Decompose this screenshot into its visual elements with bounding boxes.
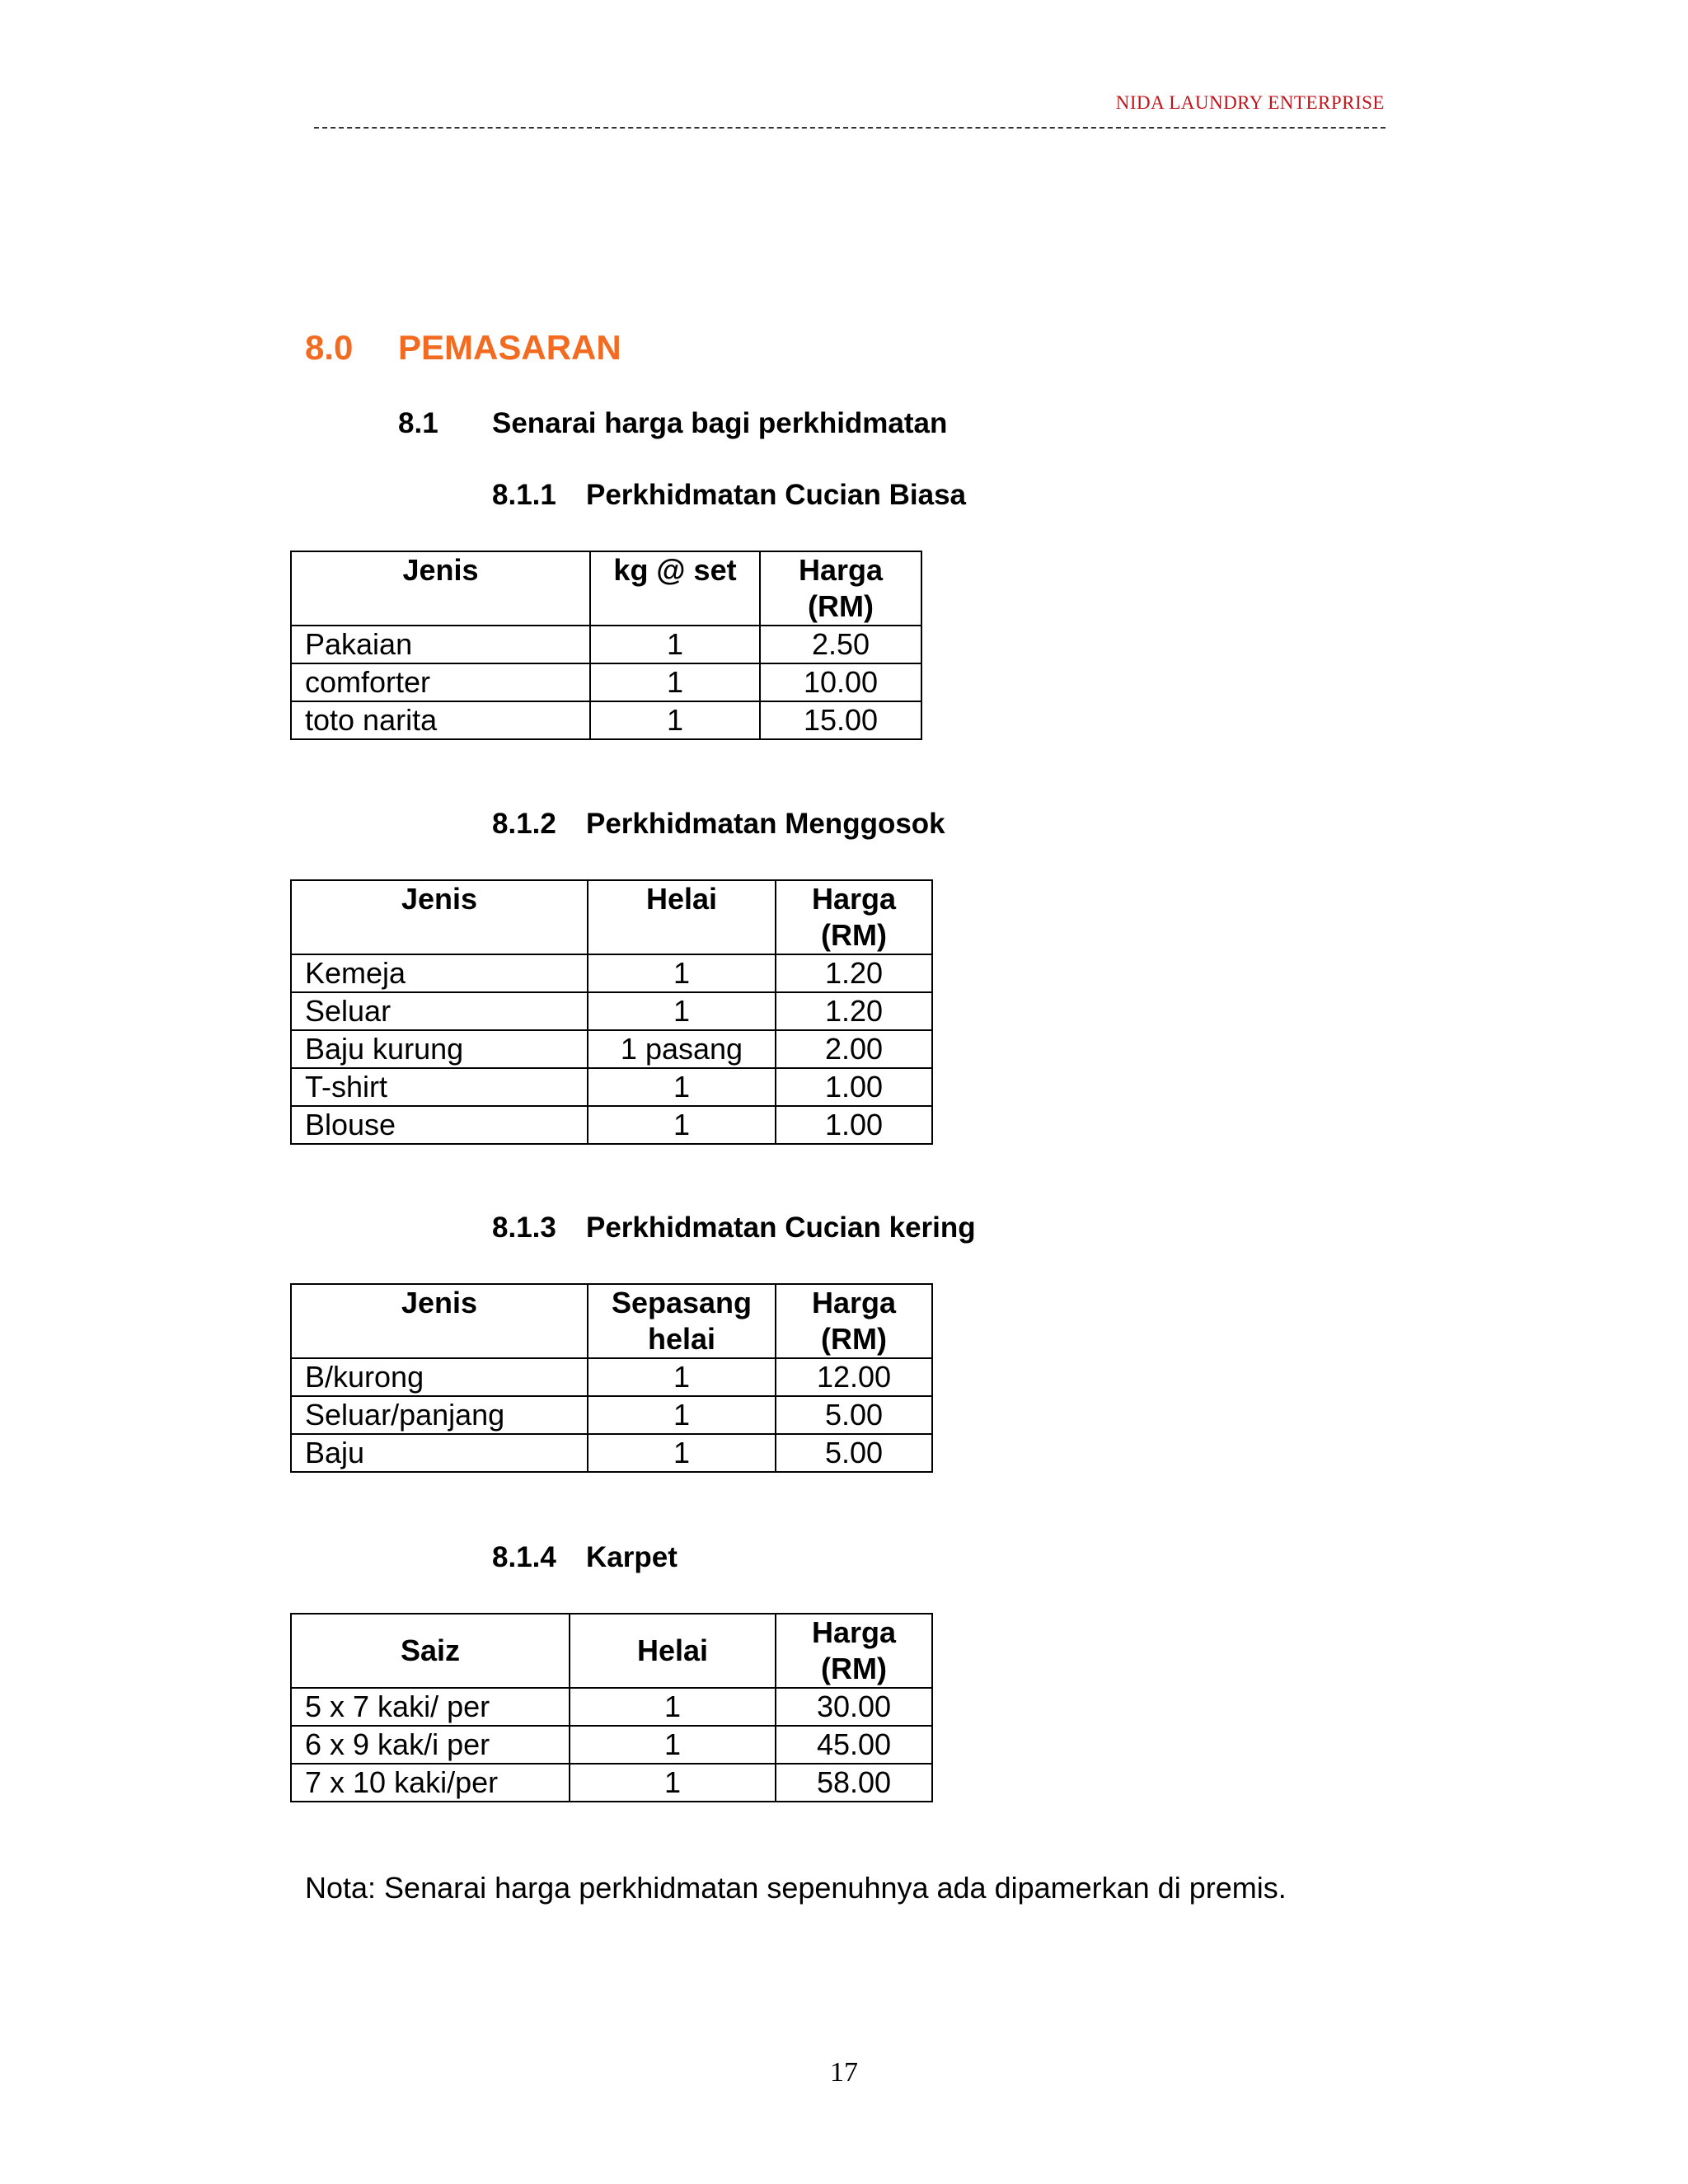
table-header-row [291,1284,932,1358]
page-number: 17 [830,2057,858,2088]
table-row [291,1688,932,1726]
table-cell: 2.50 [760,626,921,663]
table-heading-cucian-biasa [492,479,966,512]
column-header: Helai [588,880,776,954]
table-cell: 6 x 9 kak/i per [291,1726,570,1764]
table-cell: Pakaian [291,626,590,663]
table-cell: 1.00 [776,1106,932,1144]
column-header: Harga (RM) [760,551,921,626]
price-table-cucian-kering [290,1283,933,1473]
table-cell: 1.20 [776,954,932,992]
table-cell: 2.00 [776,1030,932,1068]
column-header: Harga (RM) [776,880,932,954]
table-cell: 12.00 [776,1358,932,1396]
table-cell: 1 [588,1068,776,1106]
table-cell: 30.00 [776,1688,932,1726]
table-header-row [291,551,921,626]
section-title: PEMASARAN [398,328,621,367]
subsection-heading [398,407,947,440]
table-row [291,701,921,739]
table-row [291,1106,932,1144]
table-header-row [291,1614,932,1688]
table-cell: 1 [570,1726,776,1764]
table-cell: Baju kurung [291,1030,588,1068]
table-cell: 5.00 [776,1396,932,1434]
table-cell: 1 [588,954,776,992]
table-row [291,1030,932,1068]
table-number: 8.1.4 [492,1541,556,1573]
table-title: Perkhidmatan Cucian kering [586,1212,976,1244]
table-cell: 1 [588,1358,776,1396]
table-heading-menggosok [492,808,945,841]
table-cell: Blouse [291,1106,588,1144]
table-cell: 1 [590,701,760,739]
table-row [291,1396,932,1434]
table-cell: Seluar [291,992,588,1030]
table-row [291,626,921,663]
table-number: 8.1.3 [492,1212,556,1244]
table-cell: 1 [588,1106,776,1144]
table-cell: 1.20 [776,992,932,1030]
table-cell: 1 [570,1688,776,1726]
table-cell: 15.00 [760,701,921,739]
table-cell: 58.00 [776,1764,932,1802]
table-cell: 1 [588,1434,776,1472]
table-row [291,663,921,701]
table-cell: Kemeja [291,954,588,992]
price-table-karpet [290,1613,933,1802]
table-cell: comforter [291,663,590,701]
header-divider [314,127,1386,129]
table-header-row [291,880,932,954]
table-number: 8.1.2 [492,808,556,840]
column-header: Saiz [291,1614,570,1688]
section-heading [305,328,621,368]
column-header: Harga (RM) [776,1284,932,1358]
table-row [291,1434,932,1472]
table-row [291,1068,932,1106]
table-cell: toto narita [291,701,590,739]
table-cell: Baju [291,1434,588,1472]
price-table-menggosok [290,879,933,1145]
table-cell: 1 [590,663,760,701]
table-cell: B/kurong [291,1358,588,1396]
column-header: Jenis [291,1284,588,1358]
table-cell: 1 [588,1396,776,1434]
table-cell: 1.00 [776,1068,932,1106]
table-title: Perkhidmatan Cucian Biasa [586,479,966,511]
table-cell: 5 x 7 kaki/ per [291,1688,570,1726]
subsection-number: 8.1 [398,407,438,439]
price-table-cucian-biasa [290,551,922,740]
table-cell: 1 [570,1764,776,1802]
table-row [291,1764,932,1802]
table-cell: 5.00 [776,1434,932,1472]
table-cell: 1 [588,992,776,1030]
price-note: Nota: Senarai harga perkhidmatan sepenuhnya ada dipamerkan di premis. [305,1871,1287,1905]
table-cell: T-shirt [291,1068,588,1106]
table-row [291,954,932,992]
table-heading-cucian-kering [492,1212,976,1244]
table-title: Karpet [586,1541,678,1573]
column-header: Jenis [291,880,588,954]
table-cell: 1 [590,626,760,663]
table-cell: Seluar/panjang [291,1396,588,1434]
table-cell: 10.00 [760,663,921,701]
table-heading-karpet [492,1541,678,1574]
table-row [291,1726,932,1764]
table-cell: 7 x 10 kaki/per [291,1764,570,1802]
section-number: 8.0 [305,328,354,367]
column-header: Harga (RM) [776,1614,932,1688]
subsection-title: Senarai harga bagi perkhidmatan [492,407,948,439]
company-name: NIDA LAUNDRY ENTERPRISE [1115,92,1385,113]
column-header: kg @ set [590,551,760,626]
column-header: Helai [570,1614,776,1688]
table-cell: 45.00 [776,1726,932,1764]
table-row [291,1358,932,1396]
table-cell: 1 pasang [588,1030,776,1068]
table-title: Perkhidmatan Menggosok [586,808,945,840]
column-header: Sepasang helai [588,1284,776,1358]
table-number: 8.1.1 [492,479,556,511]
column-header: Jenis [291,551,590,626]
table-row [291,992,932,1030]
